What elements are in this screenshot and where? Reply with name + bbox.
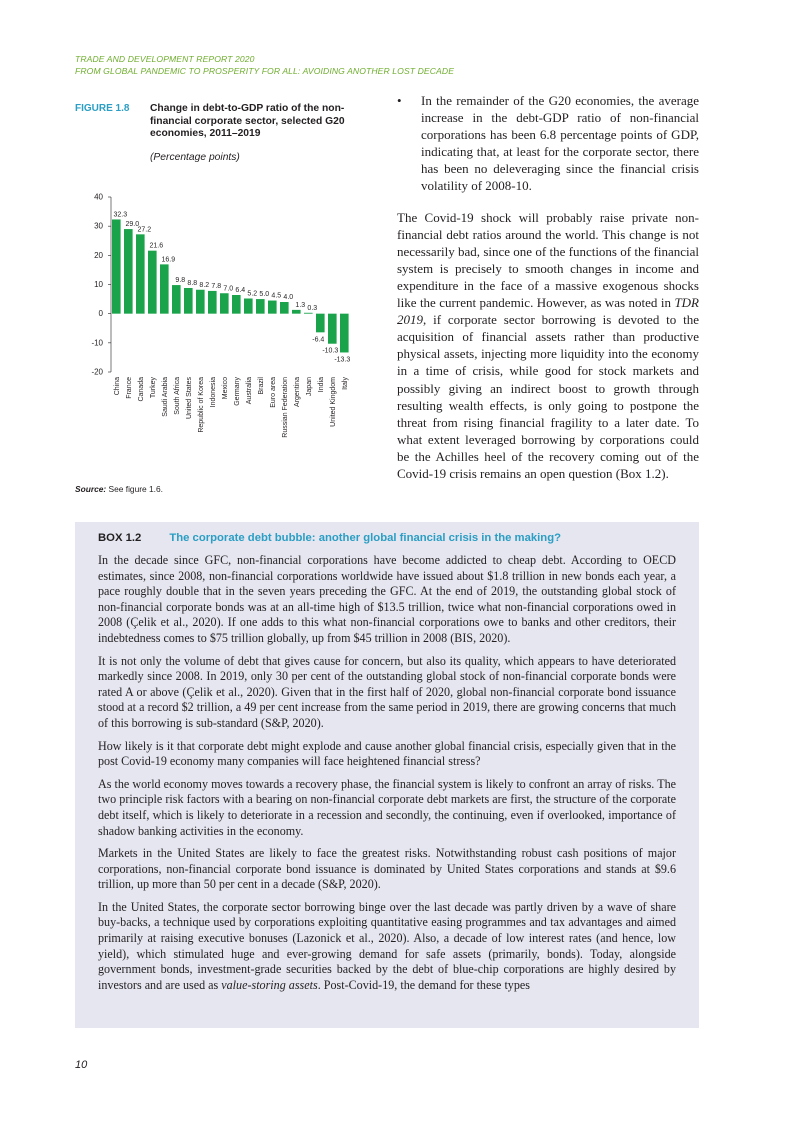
page-number: 10 [75,1059,88,1071]
data-label: -10.3 [322,347,339,355]
category-label: Argentina [293,377,301,407]
bar [112,219,121,313]
category-label: Italy [341,377,349,390]
category-label: India [317,377,325,393]
box-title: The corporate debt bubble: another global financial crisis in the making? [169,532,562,544]
category-label: Canada [137,377,145,402]
bar [196,290,205,314]
category-label: Brazil [257,377,265,395]
bar [328,314,337,344]
box-1-2 [75,522,699,1028]
box-paragraph-3: How likely is it that corporate debt might explode and cause another global financial crisis, especially given that in the post Covid-19 economy many companies will face heightened financial stress? [98,738,676,769]
data-label: 7.8 [211,282,222,290]
category-label: Euro area [269,377,277,408]
bar [244,299,253,314]
box-body [98,553,676,1000]
figure-title: Change in debt-to-GDP ratio of the non-financial corporate sector, selected G20 economies, 2011–2019 [150,103,345,139]
bullet-text: In the remainder of the G20 economies, the average increase in the debt-GDP ratio of non-financial corporations has been 6.8 percentage points of GDP, indicating that, at least for the corporate sector, there has been no deleveraging since the financial crisis volatility of 2008-10. [421,93,699,194]
category-label: Saudi Arabia [161,377,169,417]
data-label: 5.2 [247,290,258,298]
report-title: TRADE AND DEVELOPMENT REPORT 2020 [75,54,255,64]
source-text: See figure 1.6. [108,484,163,494]
category-label: Australia [245,377,253,405]
y-tick-label: -10 [91,338,103,348]
data-label: 16.9 [161,256,176,264]
box-p6-text-2: . Post-Covid-19, the demand for these types [317,977,530,992]
box-p6-emphasis: value-storing assets [221,977,318,992]
y-tick-label: 20 [94,250,103,260]
bar [172,285,181,314]
source-label: Source: [75,484,107,494]
bar-chart [75,185,375,465]
category-label: Turkey [149,377,157,399]
category-label: Republic of Korea [197,377,205,433]
box-paragraph-2: It is not only the volume of debt that gives cause for concern, but also its quality, which appears to have deteriorated markedly since 2008. In 2019, only 30 per cent of the outstanding global stock of non-financial corporate bonds were rated A or above (Çelik et al., 2020). Given that in the first half of 2020, global non-financial corporate bond issuance stood at a record $2 trillion, a 49 per cent increase from the same period in 2019, there are growing concerns that much of this borrowing is sub-standard (S&P, 2020). [98,653,676,730]
figure-subtitle: (Percentage points) [150,152,240,163]
category-label: France [125,377,133,399]
box-paragraph-5: Markets in the United States are likely to face the greatest risks. Notwithstanding robust cash positions of major corporations, non-financial corporate bond issuance is dominated by United States corporations and stands at $9.6 trillion, up more than 50 per cent in a decade (S&P, 2020). [98,846,676,892]
y-tick-label: 40 [94,192,103,202]
category-label: Russian Federation [281,377,289,438]
data-label: 29.0 [125,221,140,229]
figure-label: FIGURE 1.8 [75,103,130,114]
tdr-reference: TDR 2019 [397,295,699,328]
box-number: BOX 1.2 [98,532,142,544]
category-label: United States [185,377,193,420]
y-tick-label: 10 [94,280,103,289]
bar [280,302,289,314]
data-label: 4.0 [283,294,294,301]
bar [124,229,133,314]
running-header [75,54,454,77]
bar [232,295,241,314]
data-label: 27.2 [137,226,152,234]
box-paragraph-4: As the world economy moves towards a recovery phase, the financial system is likely to confront an array of risks. The two principle risk factors with a bearing on non-financial corporate debt markets are first, the structure of the corporate debt itself, which is likely to deteriorate in a recession and secondly, the continuing, even if overlooked, importance of shadow banking activities in the economy. [98,776,676,838]
category-label: China [113,377,121,396]
box-p6-text-1: In the United States, the corporate sector borrowing binge over the last decade was partly driven by a wave of share buy-backs, a technique used by corporations exploiting quantitative easing programmes and tax advantages and aimed primarily at raising executive bonuses (Lazonick et al., 2020). Also, a decade of low interest rates (and hence, low yield), which stimulated huge and ever-growing demand for safe assets (primarily, bonds). Today, alongside government bonds, investment-grade securities backed by the debt of blue-chip corporations are highly desired by investors and are used as [98,899,676,992]
bar [220,293,229,313]
right-column [397,92,699,482]
bar [268,301,277,314]
data-label: 7.0 [223,285,234,293]
bullet-paragraph [397,92,699,195]
y-tick-label: 0 [98,309,103,319]
bar [184,288,193,314]
bar [292,310,301,314]
data-label: 4.5 [271,292,282,300]
bar [208,291,217,314]
y-tick-label: 30 [94,221,103,231]
data-label: 21.6 [149,242,164,250]
para-text-2: , if corporate sector borrowing is devoted to the acquisition of financial assets rather than productive physical assets, injecting more liquidity into the economy in a time of crisis, while good for stock markets and possibly giving an indirect boost to growth through resulting wealth effects, is only going to postpone the threat from rising financial fragility to a later date. To what extent leveraged borrowing by corporations could be the Achilles heel of the recovery coming out of the Covid-19 crisis remains an open question (Box 1.2). [397,312,699,481]
bar [340,314,349,353]
data-label: 1.3 [295,301,306,309]
box-paragraph-6 [98,900,676,994]
data-label: 32.3 [113,211,128,219]
bar [304,313,313,314]
category-label: Japan [305,377,313,397]
category-label: United Kingdom [329,377,337,427]
data-label: -6.4 [312,336,325,344]
body-paragraph [397,209,699,483]
box-header [98,532,561,544]
category-label: Indonesia [209,377,217,408]
para-text-1: The Covid-19 shock will probably raise private non-financial debt ratios around the world. This change is not necessarily bad, since one of the functions of the financial system is precisely to smooth changes in income and expenditure in the face of a massive exogenous shocks like the current pandemic. However, as was noted in [397,209,699,311]
data-label: -13.3 [334,356,351,364]
bullet-marker: • [397,93,402,108]
data-label: 8.2 [199,281,210,289]
bar [160,264,169,313]
data-label: 5.0 [259,291,270,299]
bar [136,234,145,313]
data-label: 8.8 [187,280,198,287]
bar [148,251,157,314]
data-label: 9.8 [175,277,186,285]
bar [316,314,325,333]
data-label: 0.3 [307,304,318,312]
report-subtitle: FROM GLOBAL PANDEMIC TO PROSPERITY FOR ALL: AVOIDING ANOTHER LOST DECADE [75,65,455,76]
box-paragraph-1: In the decade since GFC, non-financial corporations have become addicted to cheap debt. According to OECD estimates, since 2008, non-financial corporations worldwide have issued about $1.8 trillion in new bonds each year, a pace roughly double that in the seven years preceding the GFC. At the end of 2019, the outstanding global stock of non-financial corporate bonds was at an all-time high of $13.5 trillion, twice what non-financial corporations owed in 2008 (Çelik et al., 2020). If one adds to this what non-financial corporations owe to banks and other creditors, their indebtedness comes to $75 trillion globally, up from $45 trillion in 2008 (BIS, 2020). [98,553,676,645]
y-tick-label: -20 [91,367,103,377]
category-label: Germany [233,377,241,406]
figure-source [75,484,163,494]
bar [256,299,265,314]
category-label: South Africa [173,377,181,415]
data-label: 6.4 [235,287,246,294]
category-label: Mexico [221,377,229,400]
